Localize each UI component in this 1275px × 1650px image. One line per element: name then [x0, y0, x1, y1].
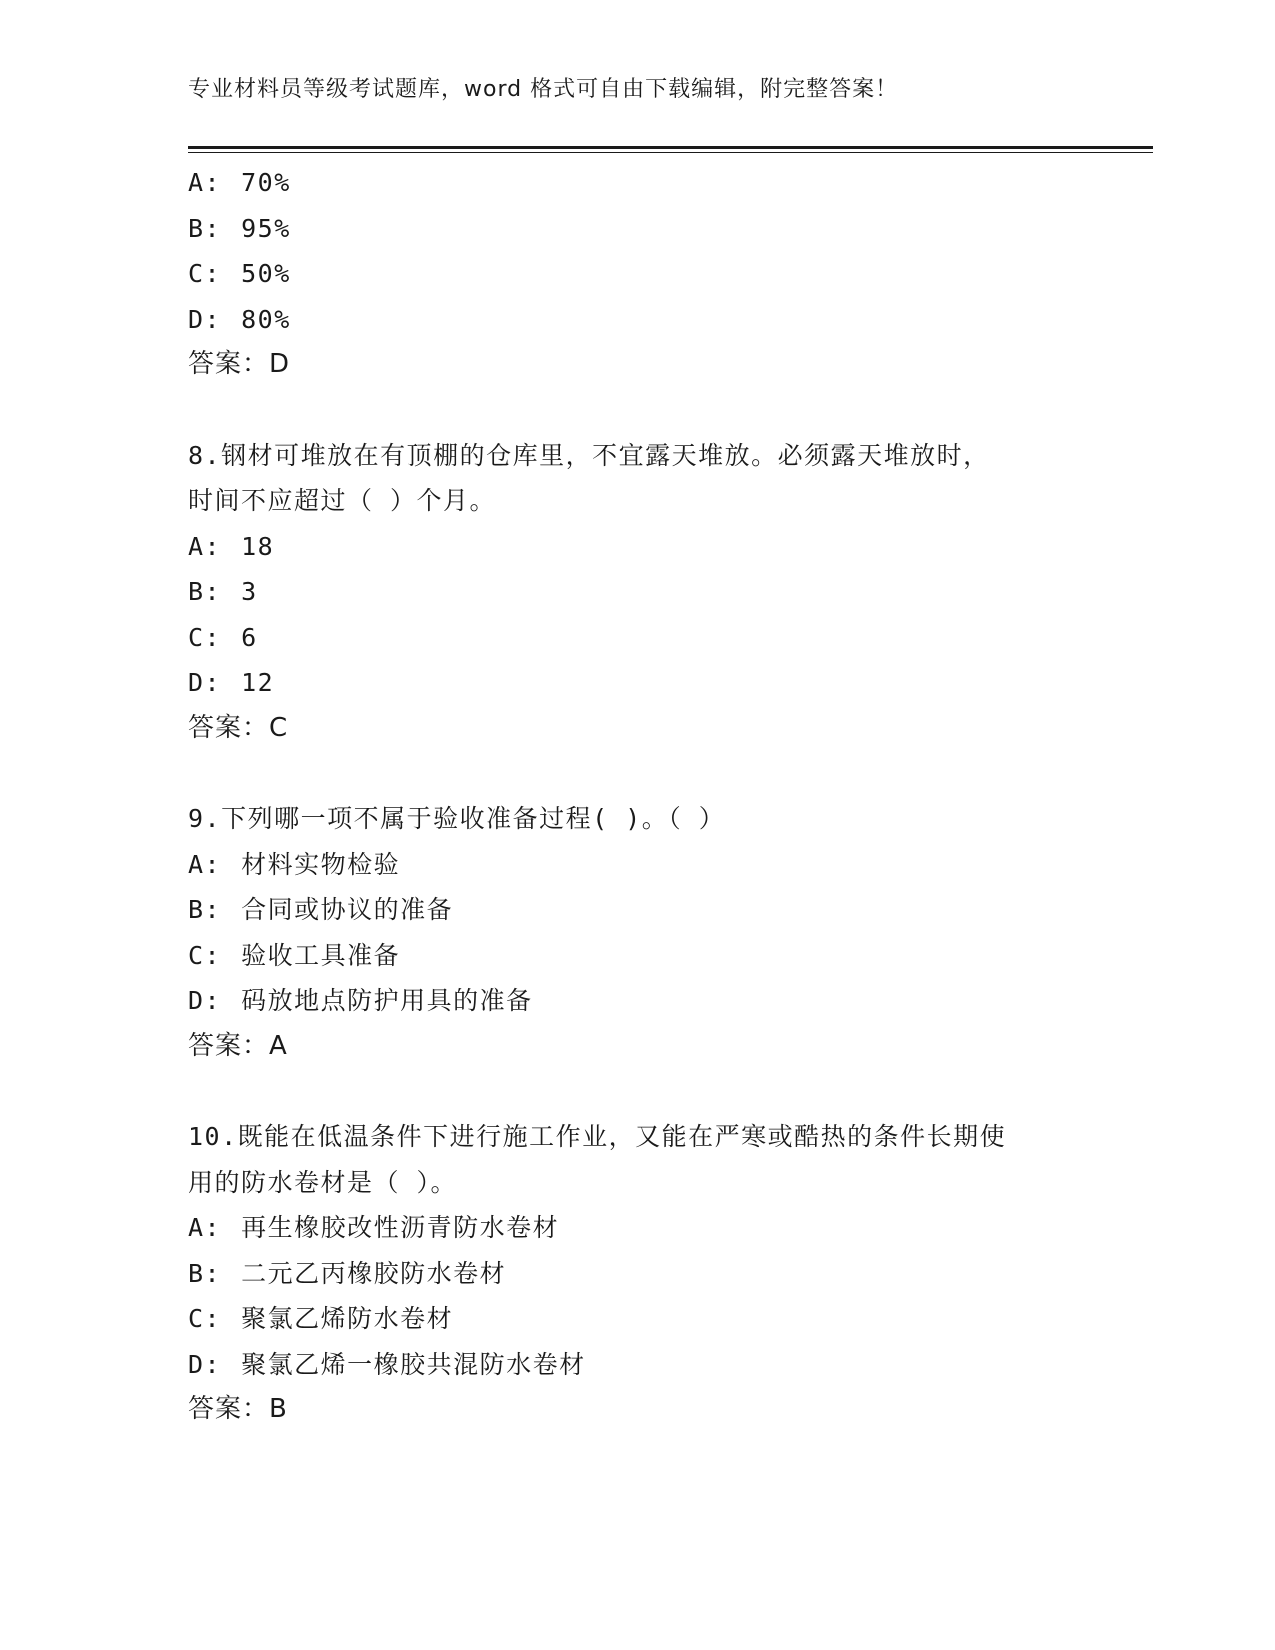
option-text: 验收工具准备	[241, 940, 401, 970]
header-rule-thin	[188, 152, 1153, 153]
option-key: C:	[188, 259, 222, 288]
page-header: 专业材料员等级考试题库，word 格式可自由下载编辑，附完整答案！	[188, 77, 899, 102]
option-key: A:	[188, 531, 222, 561]
option-key: C:	[188, 940, 222, 970]
question-10	[188, 1114, 1088, 1433]
option-text: 95%	[241, 213, 291, 243]
answer-line: 答案：D	[188, 349, 291, 379]
option-text: 再生橡胶改性沥青防水卷材	[241, 1213, 560, 1242]
option-key: B:	[188, 213, 222, 243]
answer-line: 答案：A	[188, 1030, 288, 1061]
answer-line: 答案：C	[188, 712, 289, 743]
option-text: 6	[241, 622, 258, 652]
question-stem: 8.钢材可堆放在有顶棚的仓库里，不宜露天堆放。必须露天堆放时，	[188, 440, 990, 470]
question-stem: 10.既能在低温条件下进行施工作业，又能在严寒或酷热的条件长期使	[188, 1122, 1007, 1151]
option-line	[188, 933, 1088, 979]
option-line	[188, 524, 1088, 570]
option-key: D:	[188, 986, 222, 1015]
option-line	[188, 660, 1088, 706]
option-text: 70%	[241, 168, 291, 197]
option-text: 80%	[241, 304, 291, 334]
option-text: 聚氯乙烯防水卷材	[241, 1304, 454, 1333]
question-stem: 时间不应超过（ ）个月。	[188, 486, 497, 515]
option-text: 码放地点防护用具的准备	[241, 986, 533, 1015]
option-line	[188, 251, 1088, 297]
option-line	[188, 1251, 1088, 1297]
option-text: 3	[241, 577, 258, 606]
option-key: B:	[188, 895, 222, 924]
question-stem: 9.下列哪一项不属于验收准备过程( )。（ ）	[188, 804, 726, 833]
option-key: A:	[188, 849, 222, 879]
option-line	[188, 206, 1088, 252]
question-8	[188, 433, 1088, 752]
option-text: 50%	[241, 259, 291, 288]
option-key: C:	[188, 622, 222, 652]
option-text: 12	[241, 668, 275, 697]
option-key: A:	[188, 168, 222, 197]
option-line	[188, 1342, 1088, 1388]
option-line	[188, 978, 1088, 1024]
option-key: B:	[188, 1258, 222, 1288]
option-key: D:	[188, 304, 222, 334]
option-line	[188, 842, 1088, 888]
option-key: D:	[188, 1349, 222, 1379]
header-rule-thick	[188, 146, 1153, 149]
option-text: 二元乙丙橡胶防水卷材	[241, 1258, 507, 1288]
question-9	[188, 796, 1088, 1069]
option-line	[188, 160, 1088, 206]
answer-line: 答案：B	[188, 1394, 288, 1424]
option-key: D:	[188, 668, 222, 697]
option-line	[188, 1296, 1088, 1342]
option-text: 材料实物检验	[241, 849, 401, 879]
question-prev	[188, 160, 1088, 388]
option-text: 18	[241, 531, 275, 561]
option-text: 合同或协议的准备	[241, 895, 454, 924]
option-text: 聚氯乙烯一橡胶共混防水卷材	[241, 1349, 586, 1379]
option-line	[188, 887, 1088, 933]
option-line	[188, 615, 1088, 661]
option-line	[188, 569, 1088, 615]
option-key: C:	[188, 1304, 222, 1333]
question-stem: 用的防水卷材是（ ）。	[188, 1167, 458, 1197]
option-key: A:	[188, 1213, 222, 1242]
option-line	[188, 1205, 1088, 1251]
option-line	[188, 297, 1088, 343]
question-list	[188, 160, 1088, 1433]
option-key: B:	[188, 577, 222, 606]
